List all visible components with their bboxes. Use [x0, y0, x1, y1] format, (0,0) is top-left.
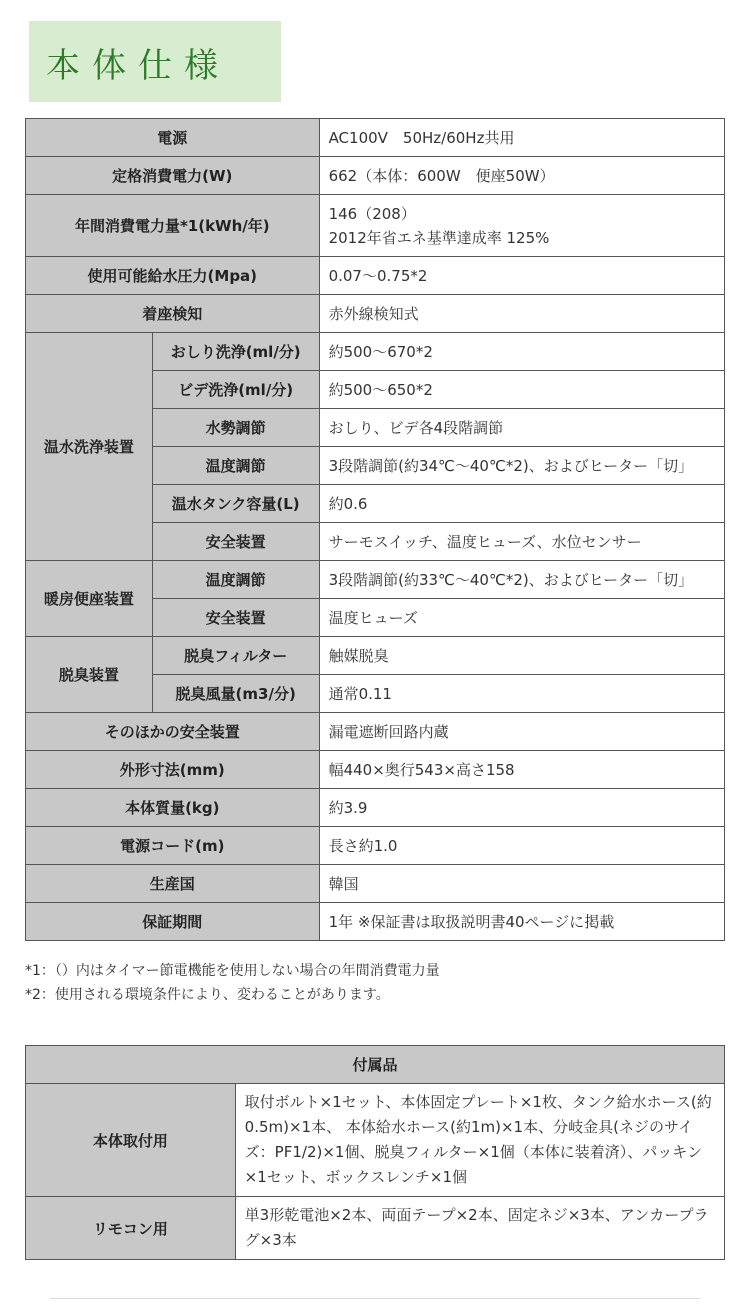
row-label: 脱臭フィルター	[152, 637, 319, 675]
table-row	[26, 1084, 725, 1197]
row-value	[319, 195, 724, 257]
divider	[50, 1298, 700, 1299]
row-value: 662（本体：600W 便座50W）	[319, 157, 724, 195]
row-label: 年間消費電力量*1(kWh/年)	[26, 195, 320, 257]
row-label: 本体質量(kg)	[26, 789, 320, 827]
row-value: 約3.9	[319, 789, 724, 827]
row-label: 温度調節	[152, 561, 319, 599]
row-label: 定格消費電力(W)	[26, 157, 320, 195]
row-value: 幅440×奥行543×高さ158	[319, 751, 724, 789]
table-row	[26, 827, 725, 865]
table-row	[26, 119, 725, 157]
row-value: 漏電遮断回路内蔵	[319, 713, 724, 751]
row-label: 着座検知	[26, 295, 320, 333]
row-value: 取付ボルト×1セット、本体固定プレート×1枚、タンク給水ホース(約0.5m)×1本、 本体給水ホース(約1m)×1本、分岐金具(ネジのサイズ：PF1/2)×1個、脱臭フィルター×1個（本体に装着済）、パッキン×1セット、ボックスレンチ×1個	[235, 1084, 724, 1197]
table-row	[26, 713, 725, 751]
row-label: 脱臭風量(m3/分)	[152, 675, 319, 713]
table-row	[26, 865, 725, 903]
row-value: 赤外線検知式	[319, 295, 724, 333]
row-value: 3段階調節(約33℃～40℃*2)、およびヒーター「切」	[319, 561, 724, 599]
row-value: おしり、ビデ各4段階調節	[319, 409, 724, 447]
table-row	[26, 1197, 725, 1260]
row-label: 温水タンク容量(L)	[152, 485, 319, 523]
table-row	[26, 751, 725, 789]
row-label: 水勢調節	[152, 409, 319, 447]
group-label-seat: 暖房便座装置	[26, 561, 153, 637]
value-line: 146（208）	[328, 204, 416, 223]
footnote-1: *1：（）内はタイマー節電機能を使用しない場合の年間消費電力量	[25, 963, 440, 979]
accessories-table	[25, 1045, 725, 1260]
row-label: 本体取付用	[26, 1084, 236, 1197]
group-label-deodor: 脱臭装置	[26, 637, 153, 713]
row-label: 保証期間	[26, 903, 320, 941]
table-row	[26, 195, 725, 257]
row-value: 約0.6	[319, 485, 724, 523]
table-header-row	[26, 1046, 725, 1084]
spec-table	[25, 118, 725, 941]
table-row	[26, 157, 725, 195]
row-value: 約500～670*2	[319, 333, 724, 371]
section-title-box	[29, 21, 281, 102]
row-label: そのほかの安全装置	[26, 713, 320, 751]
table-row	[26, 903, 725, 941]
row-label: 電源	[26, 119, 320, 157]
table-row	[26, 789, 725, 827]
value-line: 2012年省エネ基準達成率 125%	[328, 228, 550, 247]
row-label: 外形寸法(mm)	[26, 751, 320, 789]
row-value: 韓国	[319, 865, 724, 903]
table-row	[26, 561, 725, 599]
row-value: 長さ約1.0	[319, 827, 724, 865]
row-label: ビデ洗浄(ml/分)	[152, 371, 319, 409]
row-value: AC100V 50Hz/60Hz共用	[319, 119, 724, 157]
footnote-2: *2：使用される環境条件により、変わることがあります。	[25, 987, 390, 1003]
row-value: 約500～650*2	[319, 371, 724, 409]
group-label-washing: 温水洗浄装置	[26, 333, 153, 561]
row-value: 単3形乾電池×2本、両面テープ×2本、固定ネジ×3本、アンカープラグ×3本	[235, 1197, 724, 1260]
accessories-header: 付属品	[26, 1046, 725, 1084]
row-value: 3段階調節(約34℃～40℃*2)、およびヒーター「切」	[319, 447, 724, 485]
row-label: 生産国	[26, 865, 320, 903]
table-row	[26, 295, 725, 333]
row-label: 安全装置	[152, 599, 319, 637]
row-value: 温度ヒューズ	[319, 599, 724, 637]
row-label: おしり洗浄(ml/分)	[152, 333, 319, 371]
row-value: 0.07～0.75*2	[319, 257, 724, 295]
table-row	[26, 333, 725, 371]
table-row	[26, 637, 725, 675]
row-label: 温度調節	[152, 447, 319, 485]
row-label: 電源コード(m)	[26, 827, 320, 865]
row-label: リモコン用	[26, 1197, 236, 1260]
row-label: 安全装置	[152, 523, 319, 561]
row-value: 通常0.11	[319, 675, 724, 713]
table-row	[26, 257, 725, 295]
section-title: 本体仕様	[46, 46, 230, 86]
row-value: 触媒脱臭	[319, 637, 724, 675]
row-value: サーモスイッチ、温度ヒューズ、水位センサー	[319, 523, 724, 561]
row-value: 1年 ※保証書は取扱説明書40ページに掲載	[319, 903, 724, 941]
row-label: 使用可能給水圧力(Mpa)	[26, 257, 320, 295]
